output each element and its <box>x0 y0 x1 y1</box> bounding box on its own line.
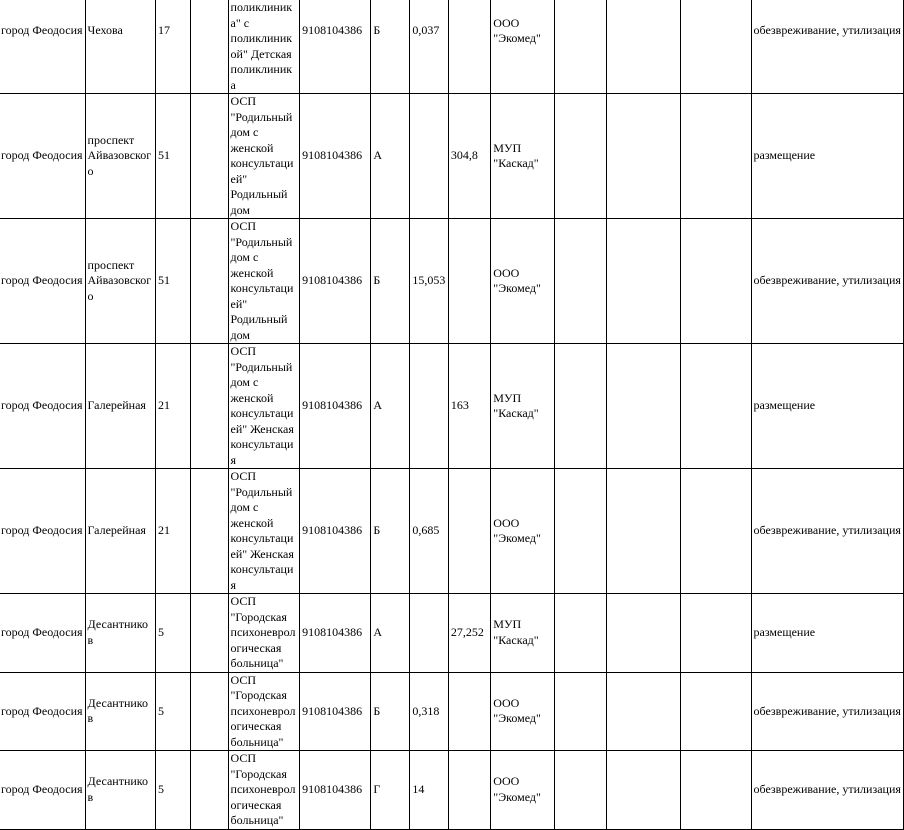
cell-empty <box>607 672 681 751</box>
cell-activity: размещение <box>751 594 903 673</box>
cell-house: 5 <box>155 594 190 673</box>
cell-street: проспект Айвазовского <box>85 94 155 219</box>
cell-inn: 9108104386 <box>300 0 371 94</box>
cell-waste-class: А <box>371 594 410 673</box>
cell-organization: ОСП "Родильный дом с женской консультацией" Женская консультация <box>228 469 300 594</box>
cell-city: город Феодосия <box>0 219 85 344</box>
cell-operator: МУП "Каскад" <box>491 94 555 219</box>
table-row <box>0 0 904 94</box>
cell-organization: ОСП "Городская психоневрологическая больница" <box>228 672 300 751</box>
cell-organization: ОСП "Городская психоневрологическая больница" <box>228 751 300 830</box>
cell-inn: 9108104386 <box>300 219 371 344</box>
cell-mass-b <box>448 751 490 830</box>
cell-house: 5 <box>155 751 190 830</box>
cell-empty <box>607 219 681 344</box>
cell-organization: ОСП "Родильный дом с женской консультацией" Женская консультация <box>228 344 300 469</box>
cell-waste-class: Б <box>371 469 410 594</box>
cell-mass-a <box>410 344 448 469</box>
cell-waste-class: Б <box>371 0 410 94</box>
cell-empty <box>555 594 607 673</box>
cell-empty <box>681 219 751 344</box>
cell-mass-a: 0,685 <box>410 469 448 594</box>
cell-empty <box>555 219 607 344</box>
cell-activity: обезвреживание, утилизация <box>751 751 903 830</box>
cell-operator: МУП "Каскад" <box>491 594 555 673</box>
cell-operator: ООО "Экомед" <box>491 751 555 830</box>
cell-empty <box>555 94 607 219</box>
cell-street: Десантников <box>85 751 155 830</box>
cell-empty <box>681 751 751 830</box>
cell-empty <box>555 344 607 469</box>
cell-house: 21 <box>155 344 190 469</box>
table-row <box>0 94 904 219</box>
cell-activity: обезвреживание, утилизация <box>751 469 903 594</box>
cell-empty <box>190 672 228 751</box>
cell-mass-b: 304,8 <box>448 94 490 219</box>
cell-waste-class: Б <box>371 672 410 751</box>
cell-city: город Феодосия <box>0 94 85 219</box>
table-row <box>0 594 904 673</box>
cell-street: проспект Айвазовского <box>85 219 155 344</box>
cell-empty <box>555 751 607 830</box>
cell-inn: 9108104386 <box>300 469 371 594</box>
cell-empty <box>190 219 228 344</box>
cell-activity: обезвреживание, утилизация <box>751 219 903 344</box>
cell-organization: ОСП "Родильный дом с женской консультацией" Родильный дом <box>228 219 300 344</box>
cell-empty <box>681 344 751 469</box>
cell-operator: ООО "Экомед" <box>491 219 555 344</box>
cell-empty <box>190 0 228 94</box>
cell-operator: ООО "Экомед" <box>491 0 555 94</box>
cell-empty <box>607 0 681 94</box>
cell-city: город Феодосия <box>0 672 85 751</box>
cell-empty <box>190 594 228 673</box>
cell-city: город Феодосия <box>0 0 85 94</box>
table-row <box>0 219 904 344</box>
cell-operator: МУП "Каскад" <box>491 344 555 469</box>
cell-organization: ОСП "Городская психоневрологическая больница" <box>228 594 300 673</box>
cell-city: город Феодосия <box>0 469 85 594</box>
table-row <box>0 469 904 594</box>
cell-empty <box>555 469 607 594</box>
cell-empty <box>607 594 681 673</box>
table-row <box>0 751 904 830</box>
cell-empty <box>190 94 228 219</box>
cell-mass-b: 27,252 <box>448 594 490 673</box>
table-row <box>0 672 904 751</box>
cell-waste-class: Г <box>371 751 410 830</box>
cell-house: 17 <box>155 0 190 94</box>
cell-empty <box>607 94 681 219</box>
cell-operator: ООО "Экомед" <box>491 672 555 751</box>
cell-empty <box>681 469 751 594</box>
cell-inn: 9108104386 <box>300 751 371 830</box>
cell-operator: ООО "Экомед" <box>491 469 555 594</box>
cell-inn: 9108104386 <box>300 94 371 219</box>
cell-mass-a: 15,053 <box>410 219 448 344</box>
cell-street: Галерейная <box>85 469 155 594</box>
cell-activity: обезвреживание, утилизация <box>751 672 903 751</box>
cell-activity: размещение <box>751 94 903 219</box>
cell-empty <box>681 594 751 673</box>
cell-mass-a: 14 <box>410 751 448 830</box>
cell-house: 21 <box>155 469 190 594</box>
cell-mass-b: 163 <box>448 344 490 469</box>
cell-waste-class: А <box>371 94 410 219</box>
cell-street: Десантников <box>85 672 155 751</box>
cell-empty <box>190 469 228 594</box>
cell-empty <box>681 0 751 94</box>
cell-waste-class: Б <box>371 219 410 344</box>
cell-inn: 9108104386 <box>300 594 371 673</box>
cell-empty <box>190 344 228 469</box>
cell-street: Чехова <box>85 0 155 94</box>
cell-house: 51 <box>155 94 190 219</box>
cell-empty <box>555 672 607 751</box>
cell-empty <box>607 751 681 830</box>
cell-mass-b <box>448 672 490 751</box>
cell-inn: 9108104386 <box>300 672 371 751</box>
cell-street: Галерейная <box>85 344 155 469</box>
cell-mass-a: 0,037 <box>410 0 448 94</box>
cell-street: Десантников <box>85 594 155 673</box>
cell-mass-a <box>410 94 448 219</box>
cell-inn: 9108104386 <box>300 344 371 469</box>
cell-empty <box>190 751 228 830</box>
cell-activity: обезвреживание, утилизация <box>751 0 903 94</box>
cell-house: 5 <box>155 672 190 751</box>
cell-city: город Феодосия <box>0 594 85 673</box>
cell-city: город Феодосия <box>0 751 85 830</box>
table-row <box>0 344 904 469</box>
cell-waste-class: А <box>371 344 410 469</box>
cell-mass-b <box>448 469 490 594</box>
cell-activity: размещение <box>751 344 903 469</box>
cell-mass-a: 0,318 <box>410 672 448 751</box>
cell-organization: поликлиника" с поликлиникой" Детская поликлиника <box>228 0 300 94</box>
cell-empty <box>681 672 751 751</box>
cell-city: город Феодосия <box>0 344 85 469</box>
cell-mass-a <box>410 594 448 673</box>
cell-organization: ОСП "Родильный дом с женской консультацией" Родильный дом <box>228 94 300 219</box>
cell-mass-b <box>448 219 490 344</box>
cell-house: 51 <box>155 219 190 344</box>
cell-empty <box>607 344 681 469</box>
cell-empty <box>681 94 751 219</box>
cell-mass-b <box>448 0 490 94</box>
cell-empty <box>555 0 607 94</box>
cell-empty <box>607 469 681 594</box>
